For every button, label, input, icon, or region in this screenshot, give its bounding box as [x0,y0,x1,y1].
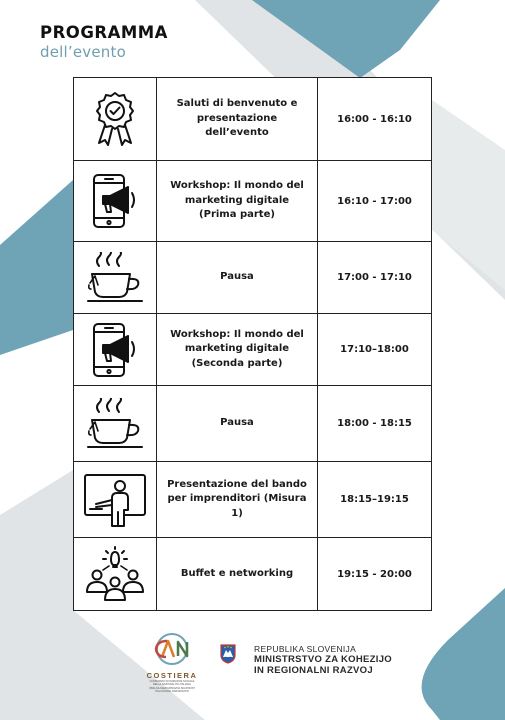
presenter-board-icon [82,472,148,528]
can-logo-mark [142,632,202,666]
schedule-title: Buffet e networking [157,538,318,611]
ministry-text [254,644,392,676]
schedule-time: 16:00 - 16:10 [318,78,432,161]
ministry-country: REPUBLIKA SLOVENIJA [254,644,357,654]
phone-megaphone-icon [90,171,140,231]
networking-idea-icon [83,546,147,602]
ministry-name: MINISTRSTVO ZA KOHEZIJO [254,654,392,665]
schedule-title: Pausa [157,386,318,462]
schedule-row [74,538,432,611]
schedule-title: Saluti di benvenuto e presentazione dell’evento [157,78,318,161]
schedule-icon-cell [74,314,157,386]
schedule-row [74,242,432,314]
schedule-row [74,386,432,462]
schedule-title: Workshop: Il mondo del marketing digitale (Seconda parte) [157,314,318,386]
coffee-cup-icon [85,398,145,450]
ministry-name-continued: IN REGIONALNI RAZVOJ [254,665,373,676]
award-icon [91,90,139,148]
schedule-time: 17:10–18:00 [318,314,432,386]
page-subtitle: dell’evento [40,43,126,61]
schedule-icon-cell [74,161,157,242]
schedule-title: Pausa [157,242,318,314]
schedule-row [74,78,432,161]
costiera-fine-print [142,680,202,694]
schedule-icon-cell [74,462,157,538]
schedule-time: 16:10 - 17:00 [318,161,432,242]
sponsor-logos [0,632,505,712]
schedule-time: 17:00 - 17:10 [318,242,432,314]
costiera-name: COSTIERA [146,671,198,680]
costiera-fine-line: ITALIJANSKE NARODNOSTI [154,690,190,694]
schedule-table [73,77,432,611]
schedule-row [74,462,432,538]
schedule-row [74,161,432,242]
schedule-title: Presentazione del bando per imprenditori (Misura 1) [157,462,318,538]
schedule-title: Workshop: Il mondo del marketing digitale (Prima parte) [157,161,318,242]
bg-shape-left-teal [0,180,73,355]
costiera-fine-line: CONSORZIO DI INIZIATIVE SOCIALE [149,680,195,683]
can-costiera-logo [142,632,202,710]
phone-megaphone-icon [90,320,140,380]
page-title: PROGRAMMA [40,23,168,42]
schedule-icon-cell [74,386,157,462]
costiera-fine-line: DELLA NAZIONALITÀ ITALIANA [153,683,191,687]
coffee-cup-icon [85,252,145,304]
schedule-time: 19:15 - 20:00 [318,538,432,611]
schedule-icon-cell [74,242,157,314]
slovenia-coat-of-arms-icon [220,644,236,664]
schedule-time: 18:15–19:15 [318,462,432,538]
costiera-fine-line: OBALNA SAMOUPRAVNA SKUPNOST [149,686,195,690]
schedule-icon-cell [74,538,157,611]
schedule-row [74,314,432,386]
schedule-time: 18:00 - 18:15 [318,386,432,462]
schedule-icon-cell [74,78,157,161]
programme-header [40,23,168,61]
